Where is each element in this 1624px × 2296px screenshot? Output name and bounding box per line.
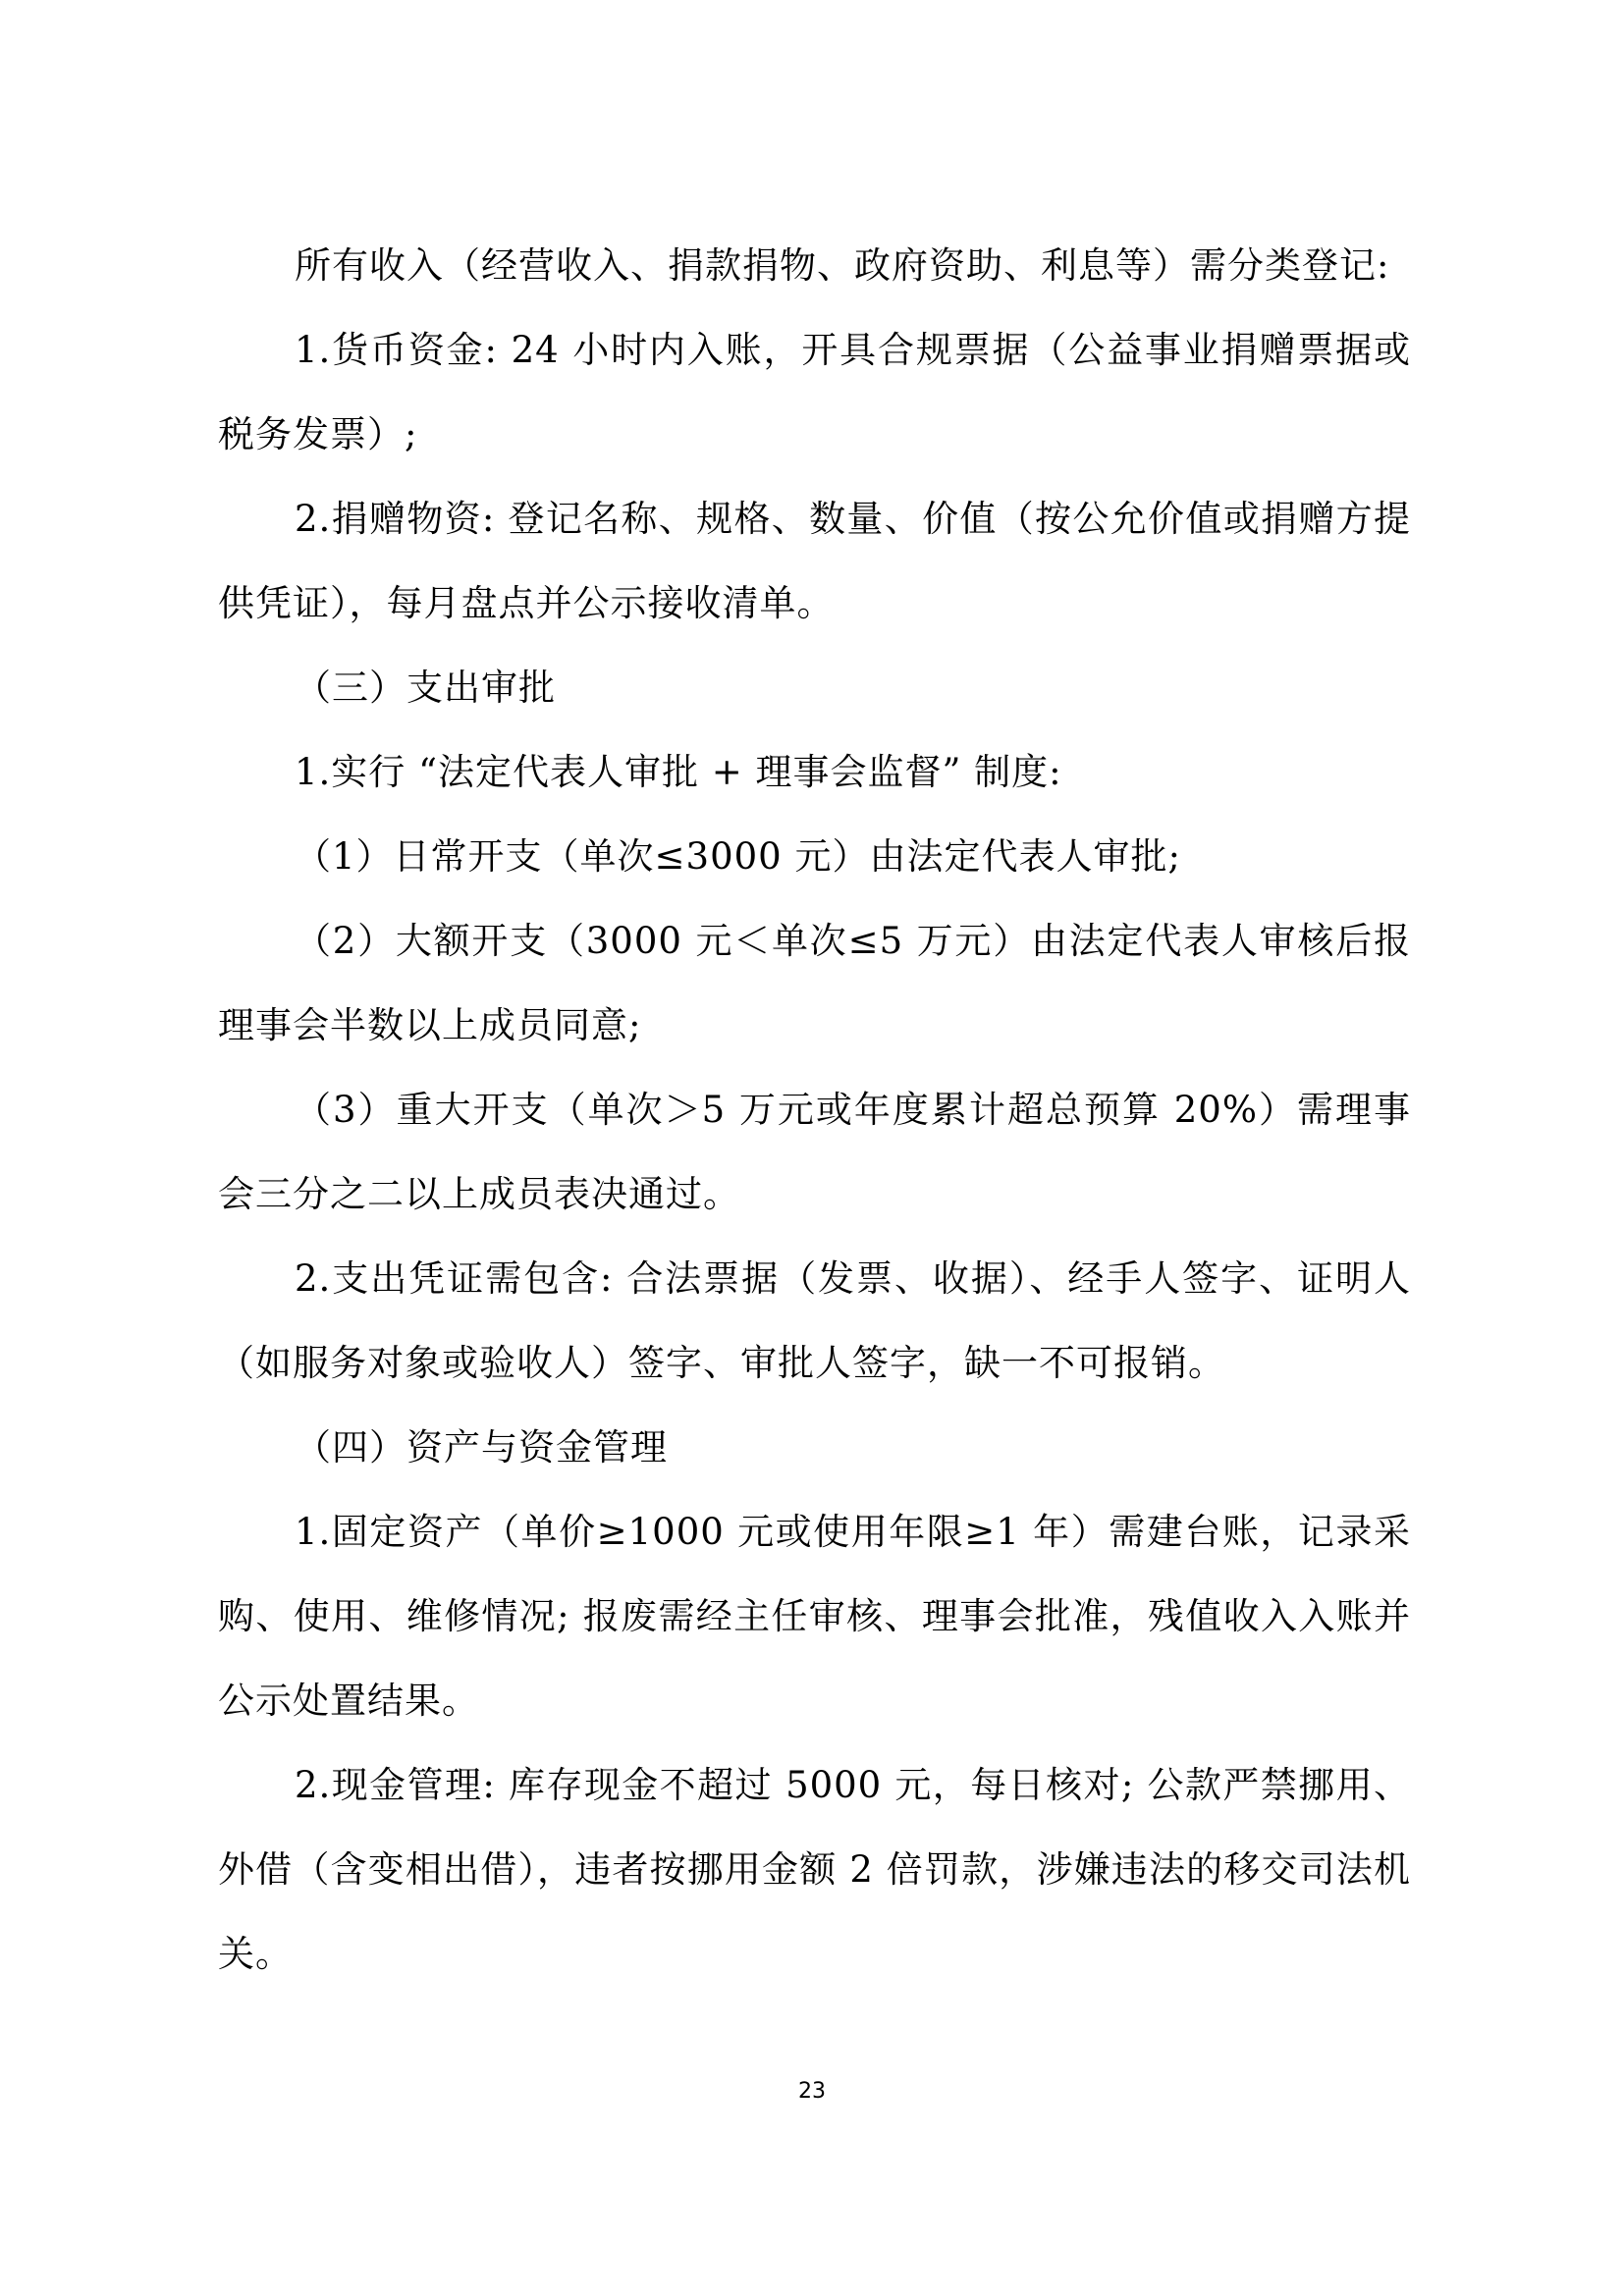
paragraph-expense-vouchers: 2.支出凭证需包含: 合法票据（发票、收据）、经手人签字、证明人（如服务对象或验收人）签字、审批人签字，缺一不可报销。 — [218, 1257, 1411, 1384]
page-number: 23 — [798, 2079, 826, 2104]
paragraph-daily-expense: （1）日常开支（单次≤3000 元）由法定代表人审批; — [295, 835, 1181, 878]
paragraph-monetary-funds: 1.货币资金: 24 小时内入账，开具合规票据（公益事业捐赠票据或税务发票）; — [218, 329, 1411, 455]
paragraph-approval-system: 1.实行 “法定代表人审批 + 理事会监督” 制度: — [295, 751, 1062, 793]
paragraph-cash-management: 2.现金管理: 库存现金不超过 5000 元，每日核对; 公款严禁挪用、外借（含变相出借），违者按挪用金额 2 倍罚款，涉嫌违法的移交司法机关。 — [218, 1764, 1411, 1975]
document-body — [218, 224, 1411, 1997]
paragraph-income-registration: 所有收入（经营收入、捐款捐物、政府资助、利息等）需分类登记: — [295, 244, 1390, 287]
paragraph-fixed-assets: 1.固定资产（单价≥1000 元或使用年限≥1 年）需建台账，记录采购、使用、维修情况; 报废需经主任审核、理事会批准，残值收入入账并公示处置结果。 — [218, 1511, 1411, 1722]
paragraph-large-expense: （2）大额开支（3000 元＜单次≤5 万元）由法定代表人审核后报理事会半数以上成员同意; — [218, 920, 1411, 1046]
section-heading-expense-approval: （三）支出审批 — [295, 667, 556, 709]
paragraph-major-expense: （3）重大开支（单次＞5 万元或年度累计超总预算 20%）需理事会三分之二以上成员表决通过。 — [218, 1089, 1411, 1215]
paragraph-donated-goods: 2.捐赠物资: 登记名称、规格、数量、价值（按公允价值或捐赠方提供凭证），每月盘点并公示接收清单。 — [218, 498, 1411, 624]
section-heading-asset-management: （四）资产与资金管理 — [295, 1426, 668, 1468]
